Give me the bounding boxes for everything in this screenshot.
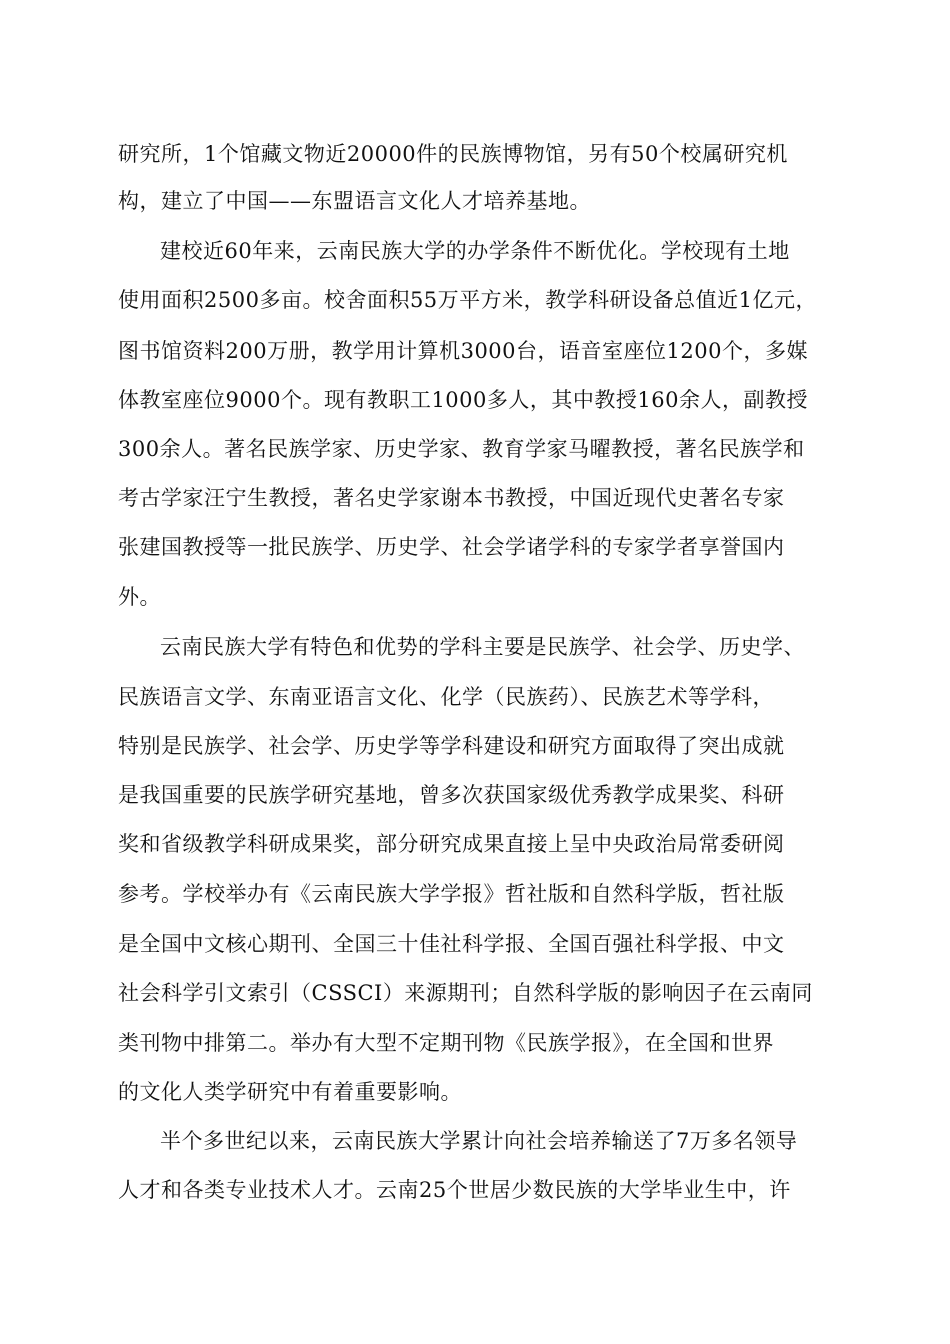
text-line: 的文化人类学研究中有着重要影响。 [118, 1080, 462, 1104]
text-line: 是全国中文核心期刊、全国三十佳社科学报、全国百强社科学报、中文 [118, 932, 785, 956]
text-line: 300余人。著名民族学家、历史学家、教育学家马曜教授，著名民族学和 [118, 437, 805, 461]
text-line: 特别是民族学、社会学、历史学等学科建设和研究方面取得了突出成就 [118, 734, 785, 758]
text-line: 研究所，1个馆藏文物近20000件的民族博物馆，另有50个校属研究机 [118, 142, 788, 166]
text-line: 外。 [118, 585, 161, 609]
text-line: 人才和各类专业技术人才。云南25个世居少数民族的大学毕业生中，许 [118, 1178, 791, 1202]
paragraph-first-line: 半个多世纪以来，云南民族大学累计向社会培养输送了7万多名领导 [160, 1129, 798, 1153]
text-line: 使用面积2500多亩。校舍面积55万平方米，教学科研设备总值近1亿元， [118, 288, 818, 312]
text-line: 考古学家汪宁生教授，著名史学家谢本书教授，中国近现代史著名专家 [118, 486, 785, 510]
text-line: 参考。学校举办有《云南民族大学学报》哲社版和自然科学版，哲社版 [118, 882, 785, 906]
text-line: 图书馆资料200万册，教学用计算机3000台，语音室座位1200个，多媒 [118, 339, 808, 363]
text-line: 奖和省级教学科研成果奖，部分研究成果直接上呈中央政治局常委研阅 [118, 832, 785, 856]
text-line: 构，建立了中国——东盟语言文化人才培养基地。 [118, 189, 591, 213]
text-line: 是我国重要的民族学研究基地，曾多次获国家级优秀教学成果奖、科研 [118, 783, 785, 807]
text-line: 社会科学引文索引（CSSCI）来源期刊；自然科学版的影响因子在云南同 [118, 981, 813, 1005]
text-line: 类刊物中排第二。举办有大型不定期刊物《民族学报》，在全国和世界 [118, 1031, 774, 1055]
text-line: 张建国教授等一批民族学、历史学、社会学诸学科的专家学者享誉国内 [118, 535, 785, 559]
paragraph-first-line: 云南民族大学有特色和优势的学科主要是民族学、社会学、历史学、 [160, 635, 805, 659]
text-line: 体教室座位9000个。现有教职工1000多人，其中教授160余人，副教授 [118, 388, 808, 412]
paragraph-first-line: 建校近60年来，云南民族大学的办学条件不断优化。学校现有土地 [160, 239, 790, 263]
text-line: 民族语言文学、东南亚语言文化、化学（民族药）、民族艺术等学科， [118, 685, 774, 709]
